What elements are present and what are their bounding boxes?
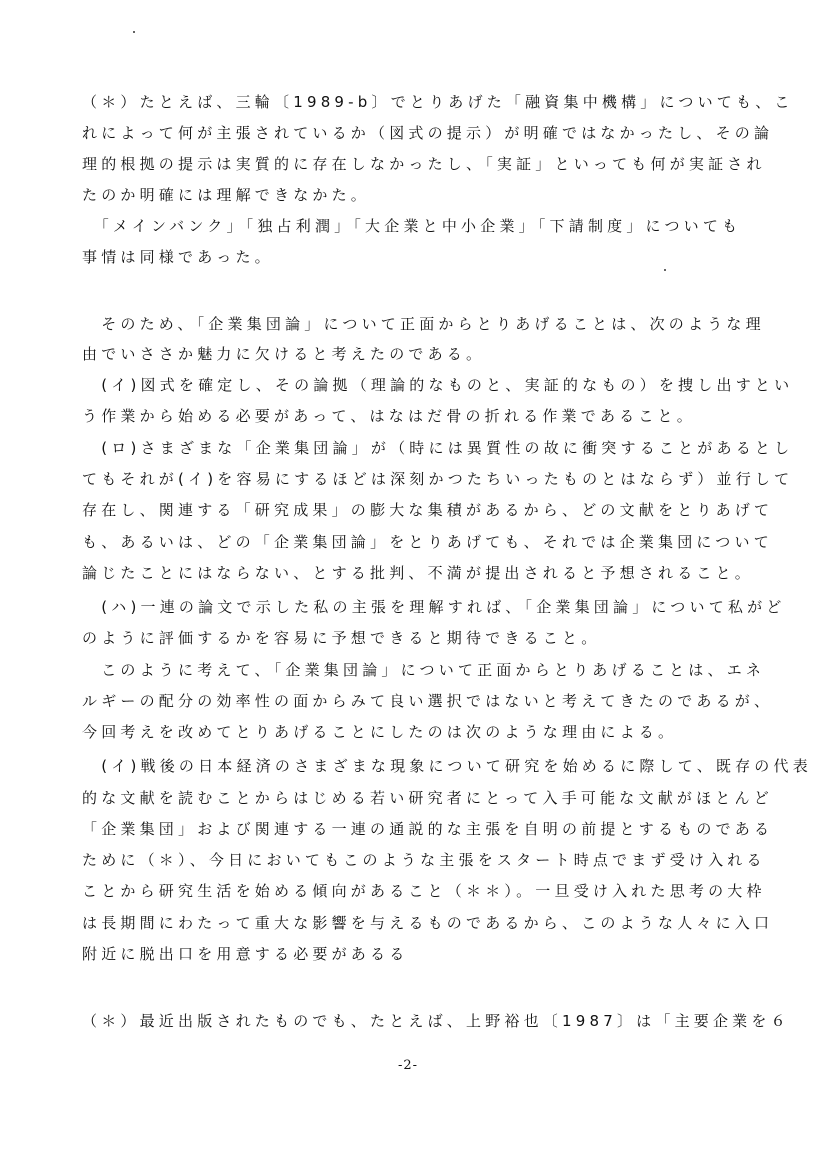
scan-speck [133,31,135,33]
text-line: (イ)図式を確定し、その論拠（理論的なものと、実証的なもの）を捜し出すとい [82,376,794,394]
footnote-line: （＊）最近出版されたものでも、たとえば、上野裕也〔1987〕は「主要企業を６ [82,1012,790,1030]
text-line: 理的根拠の提示は実質的に存在しなかったし、「実証」といっても何が実証され [82,155,766,173]
text-line: (ハ)一連の論文で示した私の主張を理解すれば、「企業集団論」について私がど [82,598,786,616]
text-line: このように考えて、「企業集団論」について正面からとりあげることは、エネ [82,661,766,679]
text-line: 由でいささか魅力に欠けると考えたのである。 [82,345,486,363]
text-line: 事情は同様であった。 [82,248,274,266]
text-line: 「メインバンク」「独占利潤」「大企業と中小企業」「下請制度」についても [82,217,742,235]
text-line: （＊）たとえば、三輪〔1989-b〕でとりあげた「融資集中機構」についても、こ [82,93,794,111]
text-line: ルギーの配分の効率性の面からみて良い選択ではないと考えてきたのであるが、 [82,692,774,710]
text-line: (ロ)さまざまな「企業集団論」が（時には異質性の故に衝突することがあるとし [82,439,794,457]
text-line: は長期間にわたって重大な影響を与えるものであるから、このような人々に入口 [82,914,774,932]
text-line: も、あるいは、どの「企業集団論」をとりあげても、それでは企業集団について [82,533,773,551]
text-line: たのか明確には理解できなかた。 [82,186,371,204]
text-line: そのため、「企業集団論」について正面からとりあげることは、次のような理 [82,315,765,333]
text-line: 附近に脱出口を用意する必要があるる [82,945,409,963]
text-line: れによって何が主張されているか（図式の提示）が明確ではなかったし、その論 [82,124,774,142]
text-line: 的な文献を読むことからはじめる若い研究者にとって入手可能な文献がほとんど [82,789,773,807]
text-line: のように評価するかを容易に予想できると期待できること。 [82,629,601,647]
text-line: てもそれが(イ)を容易にするほどは深刻かつたちいったものとはならず）並行して [82,470,794,488]
text-line: 「企業集団」および関連する一連の通説的な主張を自明の前提とするものである [82,820,774,838]
scan-speck [664,269,666,271]
text-line: う作業から始める必要があって、はなはだ骨の折れる作業であること。 [82,407,696,425]
page-number: -2- [398,1058,419,1073]
text-line: (イ)戦後の日本経済のさまざまな現象について研究を始めるに際して、既存の代表 [82,757,812,775]
text-line: ことから研究生活を始める傾向があること（＊＊）。一旦受け入れた思考の大枠 [82,882,766,900]
text-line: 存在し、関連する「研究成果」の膨大な集積があるから、どの文献をとりあげて [82,501,774,519]
text-line: 今回考えを改めてとりあげることにしたのは次のような理由による。 [82,723,678,741]
text-line: 論じたことにはならない、とする批判、不満が提出されると予想されること。 [82,564,755,582]
text-line: ために（＊）、今日においてもこのような主張をスタート時点でまず受け入れる [82,851,766,869]
